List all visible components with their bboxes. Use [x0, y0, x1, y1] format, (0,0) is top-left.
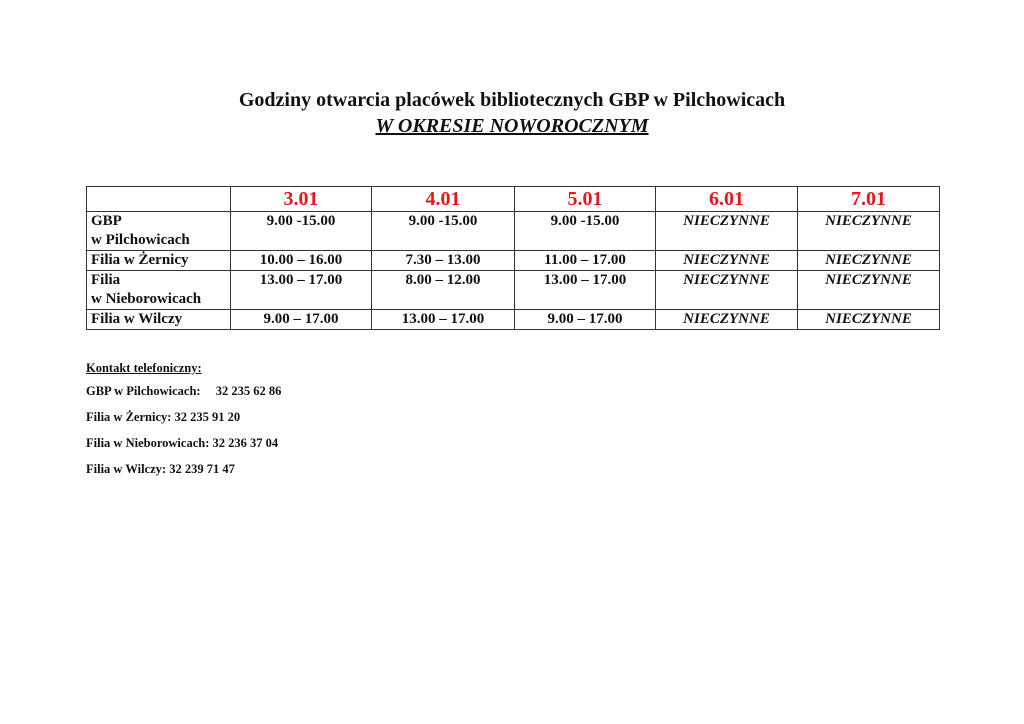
branch-name-line: w Nieborowicach — [91, 291, 202, 307]
table-row — [87, 212, 940, 251]
table-row — [87, 271, 940, 310]
table-row — [87, 310, 940, 330]
date-header-cell: 4.01 — [372, 187, 515, 212]
date-header-cell: 3.01 — [231, 187, 372, 212]
hours-cell: 7.30 – 13.00 — [372, 251, 515, 271]
closed-cell: NIECZYNNE — [798, 251, 940, 271]
contact-label: Filia w Żernicy: — [86, 410, 172, 424]
hours-cell: 13.00 – 17.00 — [231, 271, 372, 310]
contact-line — [86, 409, 281, 425]
hours-cell: 9.00 – 17.00 — [515, 310, 656, 330]
branch-name-line: Filia w Żernicy — [91, 252, 189, 268]
hours-cell: 9.00 -15.00 — [372, 212, 515, 251]
contact-phone: 32 235 91 20 — [174, 410, 241, 424]
branch-name-line: Filia — [91, 272, 121, 288]
contact-line — [86, 383, 281, 399]
closed-cell: NIECZYNNE — [798, 212, 940, 251]
closed-cell: NIECZYNNE — [656, 310, 798, 330]
contact-label: GBP w Pilchowicach: — [86, 384, 201, 398]
closed-cell: NIECZYNNE — [656, 271, 798, 310]
contact-line — [86, 461, 281, 477]
closed-cell: NIECZYNNE — [656, 251, 798, 271]
hours-cell: 13.00 – 17.00 — [372, 310, 515, 330]
date-header-cell: 6.01 — [656, 187, 798, 212]
contact-section — [86, 360, 281, 487]
contact-line — [86, 435, 281, 451]
hours-cell: 9.00 -15.00 — [231, 212, 372, 251]
hours-cell: 8.00 – 12.00 — [372, 271, 515, 310]
page-title: Godziny otwarcia placówek bibliotecznych GBP w Pilchowicach — [238, 89, 786, 111]
hours-cell: 9.00 -15.00 — [515, 212, 656, 251]
branch-name-line: GBP — [91, 213, 122, 229]
contact-phone: 32 236 37 04 — [212, 436, 279, 450]
contact-phone: 32 239 71 47 — [169, 462, 235, 476]
date-header-cell: 5.01 — [515, 187, 656, 212]
contact-label: Filia w Nieborowicach: — [86, 436, 210, 450]
opening-hours-table — [86, 186, 940, 330]
hours-cell: 13.00 – 17.00 — [515, 271, 656, 310]
branch-name-cell — [87, 212, 231, 251]
contact-heading: Kontakt telefoniczny: — [86, 361, 202, 375]
hours-cell: 11.00 – 17.00 — [515, 251, 656, 271]
branch-name-cell — [87, 271, 231, 310]
branch-name-line: w Pilchowicach — [91, 232, 190, 248]
date-header-cell: 7.01 — [798, 187, 940, 212]
header-corner-cell — [87, 187, 231, 212]
branch-name-cell — [87, 310, 231, 330]
closed-cell: NIECZYNNE — [656, 212, 798, 251]
contact-label: Filia w Wilczy: — [86, 462, 167, 476]
hours-cell: 10.00 – 16.00 — [231, 251, 372, 271]
table-row — [87, 251, 940, 271]
page-subtitle: W OKRESIE NOWOROCZNYM — [375, 115, 649, 137]
closed-cell: NIECZYNNE — [798, 310, 940, 330]
contact-phone: 32 235 62 86 — [215, 384, 282, 398]
branch-name-line: Filia w Wilczy — [91, 311, 183, 327]
table-header-row — [87, 187, 940, 212]
branch-name-cell — [87, 251, 231, 271]
hours-cell: 9.00 – 17.00 — [231, 310, 372, 330]
closed-cell: NIECZYNNE — [798, 271, 940, 310]
